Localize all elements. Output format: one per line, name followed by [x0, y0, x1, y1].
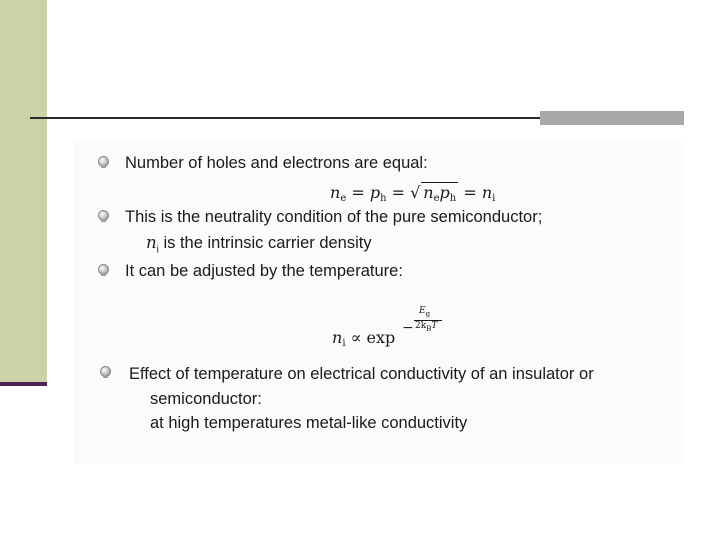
accent-block	[540, 111, 684, 125]
exponent-numerator: $E_g$	[419, 306, 431, 318]
equation-intrinsic-density: $n_i \propto \exp$	[332, 328, 396, 349]
left-bar-underline	[0, 382, 47, 386]
exponent-denominator: $2k_BT$	[415, 321, 438, 333]
left-decor-bar	[0, 0, 47, 382]
title-divider	[30, 117, 540, 119]
exponent-minus: −	[402, 320, 414, 336]
bullet-text-3: It can be adjusted by the temperature:	[125, 262, 403, 280]
bullet-text-4: Effect of temperature on electrical conductivity of an insulator or	[129, 365, 594, 383]
bullet-icon	[98, 264, 109, 275]
equation-neutrality: $n_e = p_h$ = √ $n_ep_h = n_i$	[330, 183, 496, 204]
bullet-text-2: This is the neutrality condition of the pure semiconductor;	[125, 208, 543, 226]
bullet-4-continuation-2: at high temperatures metal-like conductivity	[150, 414, 468, 432]
bullet-icon	[98, 210, 109, 221]
intrinsic-density-line: $n_i$ is the intrinsic carrier density	[146, 233, 372, 256]
bullet-4-continuation-1: semiconductor:	[150, 390, 262, 408]
bullet-icon	[100, 366, 111, 377]
content-panel	[74, 142, 684, 464]
bullet-icon	[98, 156, 109, 167]
bullet-text-1: Number of holes and electrons are equal:	[125, 154, 428, 172]
